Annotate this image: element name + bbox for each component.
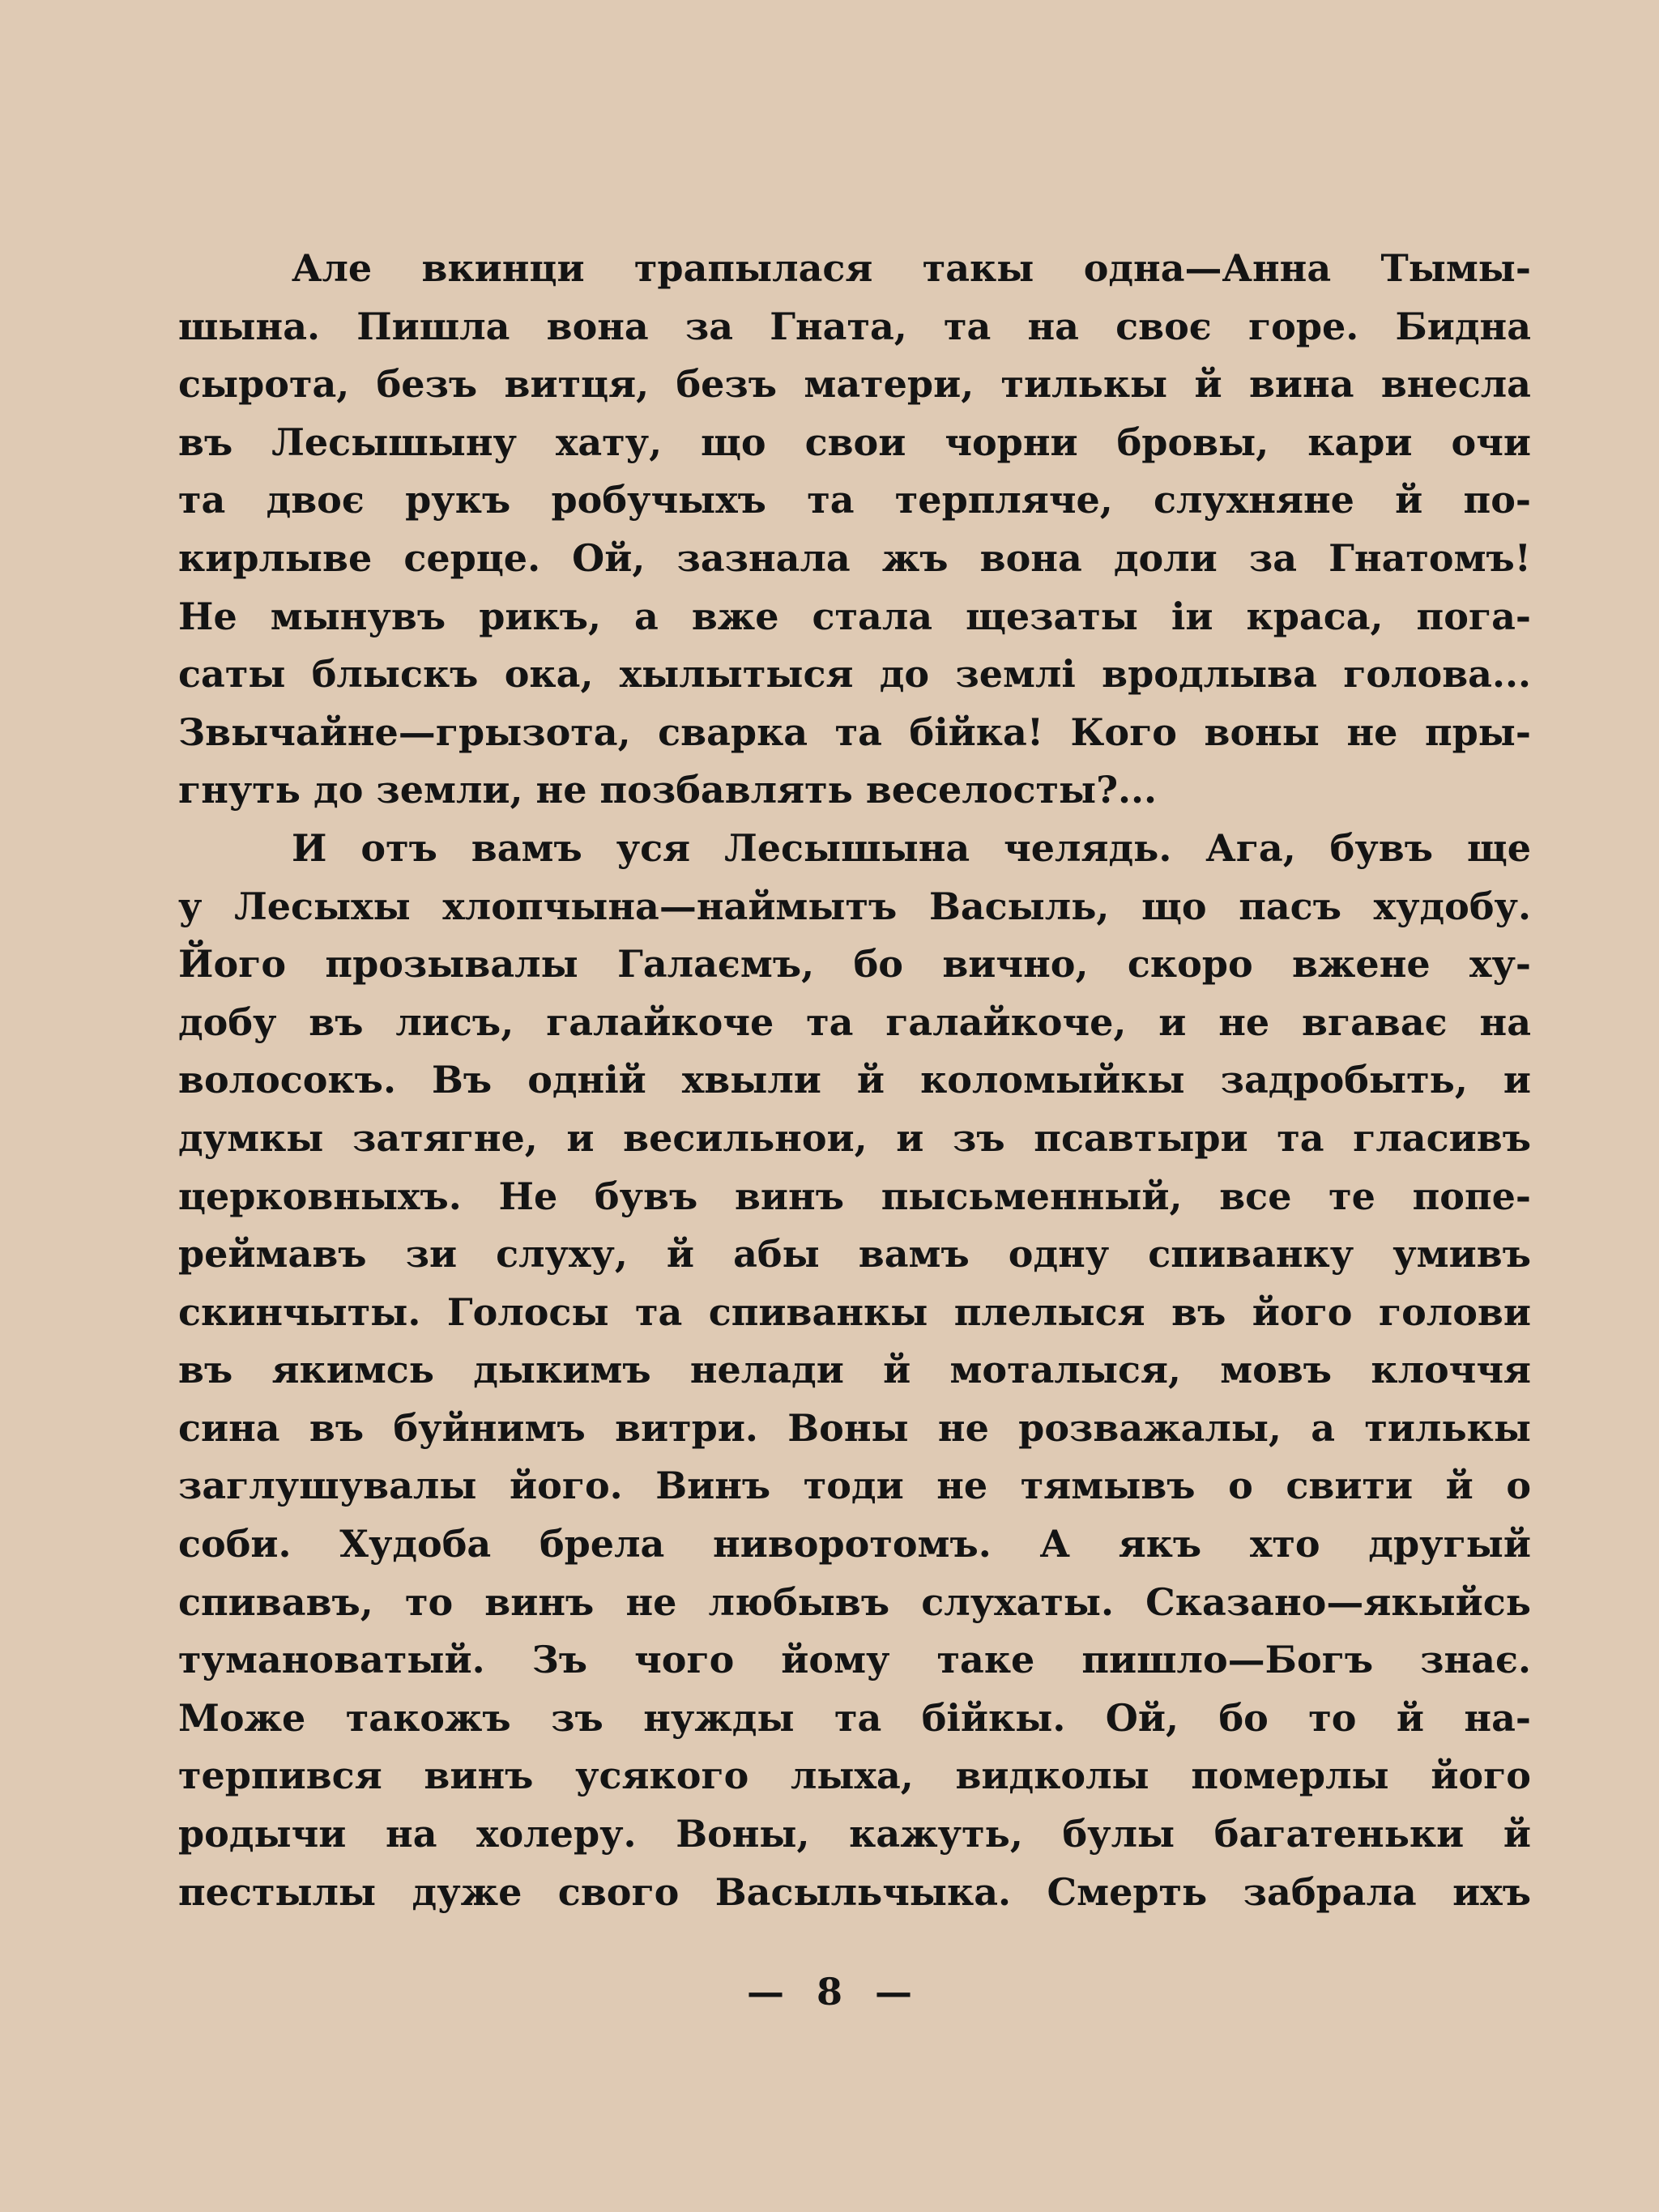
- text-line: гнуть до земли, не позбавлять веселосты?...: [178, 768, 1158, 812]
- text-line: Його прозывалы Галаємъ, бо вично, скоро вжене ху-: [178, 942, 1531, 987]
- text-line: соби. Худоба брела ниворотомъ. А якъ хто другый: [178, 1522, 1531, 1566]
- text-line: терпився винъ усякого лыха, видколы померлы його: [178, 1754, 1531, 1798]
- text-line: у Лесыхы хлопчына—наймытъ Васыль, що пасъ худобу.: [178, 884, 1531, 928]
- text-line: сырота, безъ витця, безъ матери, тилькы й вина внесла: [178, 362, 1531, 407]
- text-line: волосокъ. Въ одній хвыли й коломыйкы задробыть, и: [178, 1058, 1531, 1102]
- text-line: Може такожъ зъ нужды та бійкы. Ой, бо то й на-: [178, 1695, 1531, 1740]
- text-line: саты блыскъ ока, хылытыся до землі вродлыва голова...: [178, 652, 1531, 697]
- text-line: сина въ буйнимъ витри. Воны не розважалы, а тилькы: [178, 1405, 1531, 1450]
- text-line: шына. Пишла вона за Гната, та на своє горе. Бидна: [178, 304, 1531, 348]
- text-line: заглушувалы його. Винъ тоди не тямывъ о свити й о: [178, 1464, 1531, 1508]
- text-line: церковныхъ. Не бувъ винъ пысьменный, все те попе-: [178, 1174, 1531, 1218]
- text-line: родычи на холеру. Воны, кажуть, булы багатеньки й: [178, 1812, 1531, 1856]
- text-line: кирлыве серце. Ой, зазнала жъ вона доли за Гнатомъ!: [178, 535, 1531, 580]
- text-line: думкы затягне, и весильнои, и зъ псавтыри та гласивъ: [178, 1115, 1531, 1160]
- text-line: Не мынувъ рикъ, а вже стала щезаты іи краса, пога-: [178, 594, 1531, 638]
- text-line: скинчыты. Голосы та спиванкы плелыся въ його голови: [178, 1289, 1531, 1334]
- body-text: [178, 240, 1531, 1921]
- text-line: реймавъ зи слуху, й абы вамъ одну спиванку умивъ: [178, 1232, 1531, 1276]
- text-line: И отъ вамъ уся Лесышына челядь. Ага, бувъ ще: [292, 825, 1531, 870]
- text-line: въ Лесышыну хату, що свои чорни бровы, кари очи: [178, 420, 1531, 464]
- page-number: — 8 —: [746, 1970, 913, 2014]
- text-line: спивавъ, то винъ не любывъ слухаты. Сказано—якыйсь: [178, 1579, 1531, 1624]
- text-line: та двоє рукъ робучыхъ та терпляче, слухняне й по-: [178, 478, 1531, 522]
- text-line: добу въ лисъ, галайкоче та галайкоче, и не вгаває на: [178, 999, 1531, 1044]
- text-line: въ якимсь дыкимъ нелади й моталыся, мовъ клоччя: [178, 1348, 1531, 1392]
- text-line: Звычайне—грызота, сварка та бійка! Кого воны не пры-: [178, 710, 1531, 754]
- text-line: Але вкинци трапылася такы одна—Анна Тымы-: [292, 246, 1531, 290]
- text-line: пестылы дуже свого Васыльчыка. Смерть забрала ихъ: [178, 1869, 1531, 1914]
- text-line: тумановатый. Зъ чого йому таке пишло—Богъ знає.: [178, 1638, 1531, 1682]
